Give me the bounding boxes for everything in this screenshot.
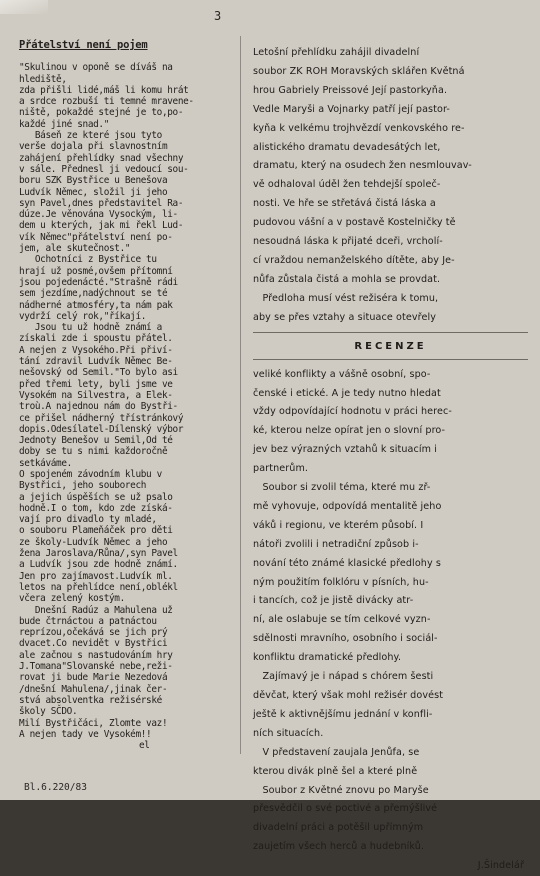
- text-line: mě vyhovuje, odpovídá mentalitě jeho: [253, 500, 442, 512]
- text-line: Vedle Maryši a Vojnarky patří její pastor-: [253, 103, 450, 115]
- text-line: ným použitím folklóru v písních, hu-: [253, 576, 429, 588]
- text-line: ale začnou s nastudováním hry: [19, 649, 173, 661]
- article-title: Přátelství není pojem: [19, 39, 148, 51]
- text-line: bude čtrnáctou a patnáctou: [19, 615, 157, 627]
- text-line: vždy odpovídající hodnotu v práci herec-: [253, 406, 452, 418]
- text-line: Soubor si zvolil téma, které mu zř-: [253, 482, 431, 494]
- text-line: syn Pavel,dnes představitel Ra-: [19, 197, 184, 209]
- text-line: Předloha musí vést režiséra k tomu,: [253, 292, 439, 304]
- text-line: a jejich úspěších se už psalo: [19, 491, 173, 503]
- text-line: jev bez výrazných vztahů k situacím i: [253, 444, 438, 456]
- text-line: zaujetím všech herců a hudebníků.: [253, 841, 425, 853]
- text-line: vě odhaloval úděl žen tehdejší společ-: [253, 179, 441, 191]
- text-line: hrou Gabriely Preissové Její pastorkyňa.: [253, 84, 448, 96]
- text-line: tání zdravil Ludvík Němec Be-: [19, 356, 173, 368]
- text-line: nesoudná láska k přijaté dceři, vrcholí-: [253, 236, 443, 248]
- text-line: letos na přehlídce není,oblékl: [19, 581, 178, 593]
- text-line: A nejen tady ve Vysokém!!: [19, 728, 152, 740]
- text-line: aby se přes vztahy a situace otevřely: [253, 311, 437, 323]
- text-line: veliké konflikty a vášně osobní, spo-: [253, 368, 431, 380]
- text-line: divadelní práci a potěšil upřímným: [253, 822, 424, 834]
- text-line: ké, kterou nelze opírat jen o slovní pro-: [253, 425, 446, 437]
- text-line: Ochotníci z Bystřice tu: [19, 254, 157, 266]
- article-signature: el: [139, 740, 150, 752]
- article-left-column: [19, 40, 233, 751]
- text-line: verše dojala při slavnostním: [19, 141, 168, 153]
- text-line: přesvědčil o své poctivé a přemýšlivé: [253, 803, 438, 815]
- text-line: jem, ale skutečnost.": [19, 243, 131, 255]
- text-line: doby se tu s nimi každoročně: [19, 446, 168, 458]
- text-line: kterou divák plně šel a které plně: [253, 765, 418, 777]
- text-line: boru SZK Bystřice u Benešova: [19, 175, 168, 187]
- column-divider: [240, 36, 241, 754]
- text-line: před třemi lety, byli jsme ve: [19, 378, 173, 390]
- text-line: nůfa zůstala čistá a mohla se provdat.: [253, 273, 441, 285]
- text-line: Jsou tu už hodně známí a: [19, 322, 162, 334]
- text-line: jsou pojedenácté."Strašně rádi: [19, 276, 178, 288]
- text-line: žena Jaroslava/Růna/,syn Pavel: [19, 548, 178, 560]
- text-line: vají pro divadlo ty mladé,: [19, 514, 157, 526]
- review-intro: [253, 44, 528, 328]
- text-line: dvacet.Co nevidět v Bystřici: [19, 638, 168, 650]
- text-line: Vysokém na Silvestra, a Elek-: [19, 389, 173, 401]
- text-line: O spojeném závodním klubu v: [19, 468, 162, 480]
- text-line: Letošní přehlídku zahájil divadelní: [253, 47, 420, 58]
- text-line: /dnešní Mahulena/,jinak čer-: [19, 683, 168, 695]
- text-line: alistického dramatu devadesátých let,: [253, 141, 441, 153]
- text-line: hrají už posmé,ovšem přítomní: [19, 265, 173, 277]
- article-body: [19, 62, 233, 740]
- text-line: rovat ji bude Marie Nezedová: [19, 672, 168, 684]
- text-line: kyňa k velkému trojhvězdí venkovského re-: [253, 122, 465, 134]
- text-line: J.Tomana"Slovanské nebe,reži-: [19, 661, 173, 673]
- text-line: o souboru Plameňáček pro děti: [19, 525, 173, 537]
- text-line: Jen pro zajímavost.Ludvík ml.: [19, 570, 173, 582]
- text-line: Báseň ze které jsou tyto: [19, 130, 162, 142]
- text-line: Dnešní Radúz a Mahulena už: [19, 604, 173, 616]
- text-line: nešovský od Semil."To bylo asi: [19, 367, 178, 379]
- text-line: "Skulinou v oponě se díváš na: [19, 62, 173, 74]
- text-line: troù.A najednou nám do Bystři-: [19, 401, 178, 413]
- text-line: čenské i etické. A je tedy nutno hledat: [253, 387, 441, 399]
- text-line: niště, pokaždé stejné je to,po-: [19, 107, 184, 119]
- text-line: soubor ZK ROH Moravských sklářen Květná: [253, 65, 465, 77]
- text-line: Jednoty Benešov u Semil,Od té: [19, 435, 173, 447]
- text-line: ce přišel nádherný třístránkový: [19, 412, 184, 424]
- page-number: 3: [214, 9, 222, 23]
- text-line: a Ludvík jsou zde hodně známí.: [19, 559, 178, 571]
- footer-code: Bl.6.220/83: [24, 782, 87, 793]
- text-line: ještě k aktivnějšímu jednání v konfli-: [253, 708, 433, 720]
- text-line: dem u kterých, jak mi řekl Lud-: [19, 220, 184, 232]
- review-right-column: [253, 44, 528, 876]
- text-line: každé jiné snad.": [19, 118, 110, 130]
- section-rule-top: [253, 332, 528, 333]
- text-line: reprízou,očekává se jich prý: [19, 627, 168, 639]
- text-line: ní, ale oslabuje se tím celkové vyzn-: [253, 614, 431, 626]
- text-line: včera zelený kostým.: [19, 593, 125, 605]
- text-line: v sále. Přednesl ji vedoucí sou-: [19, 163, 189, 175]
- text-line: nosti. Ve hře se střetává čistá láska a: [253, 198, 436, 210]
- text-line: Milí Bystřičáci, Zlomte vaz!: [19, 717, 168, 729]
- text-line: stvá absolventka režisérské: [19, 694, 162, 706]
- text-line: ze školy-Ludvík Němec a jeho: [19, 536, 168, 548]
- text-line: hodně.I o tom, kdo zde získá-: [19, 502, 173, 514]
- text-line: dúze.Je věnována Vysockým, li-: [19, 209, 178, 221]
- text-line: i tancích, což je jistě divácky atr-: [253, 595, 414, 607]
- section-heading: RECENZE: [354, 340, 427, 352]
- text-line: Zajímavý je i nápad s chórem šesti: [253, 671, 434, 683]
- text-line: dramatu, který na osudech žen nesmlouvav-: [253, 160, 472, 172]
- text-line: sem jezdíme,nadýchnout se té: [19, 288, 168, 300]
- text-line: nátoři zvolili i netradiční způsob i-: [253, 538, 419, 550]
- text-line: A nejen z Vysokého.Při přiví-: [19, 344, 173, 356]
- text-line: Soubor z Květné znovu po Maryše: [253, 784, 429, 796]
- text-line: školy SČDO.: [19, 706, 78, 718]
- text-line: a srdce rozbuší ti temné mravene-: [19, 96, 194, 108]
- text-line: hlediště,: [19, 73, 67, 85]
- text-line: Ludvík Němec, složil ji jeho: [19, 186, 168, 198]
- text-line: zda přišli lidé,máš li komu hrát: [19, 84, 189, 96]
- section-rule-bottom: [253, 359, 528, 360]
- review-body: [253, 366, 528, 858]
- text-line: ních situacích.: [253, 727, 324, 739]
- text-line: nádherné atmosféry,ta nám pak: [19, 299, 173, 311]
- text-line: konfliktu dramatické předlohy.: [253, 652, 402, 664]
- text-line: vydrží celý rok,"říkají.: [19, 310, 147, 322]
- text-line: Bystřici, jeho souborech: [19, 480, 147, 492]
- text-line: získali zde i spoustu přátel.: [19, 333, 173, 345]
- text-line: sdělnosti mravního, osobního i sociál-: [253, 633, 438, 645]
- text-line: dopis.Odesílatel-Dílenský výbor: [19, 423, 184, 435]
- text-line: vík Němec"přátelství není po-: [19, 231, 173, 243]
- text-line: cí vraždou nemanželského dítěte, aby Je-: [253, 254, 455, 266]
- text-line: V představení zaujala Jenůfa, se: [253, 746, 420, 758]
- text-line: pudovou vášní a v postavě Kostelničky tě: [253, 217, 456, 229]
- corner-fold: [0, 0, 48, 14]
- text-line: zahájení přehlídky snad všechny: [19, 152, 184, 164]
- text-line: partnerům.: [253, 463, 309, 475]
- text-line: děvčat, který však mohl režisér dovést: [253, 690, 444, 701]
- review-signature: J.Šindelář: [477, 860, 524, 872]
- text-line: váků i regionu, ve kterém působí. I: [253, 519, 424, 531]
- text-line: nování této známé klasické předlohy s: [253, 557, 441, 569]
- text-line: setkáváme.: [19, 457, 72, 469]
